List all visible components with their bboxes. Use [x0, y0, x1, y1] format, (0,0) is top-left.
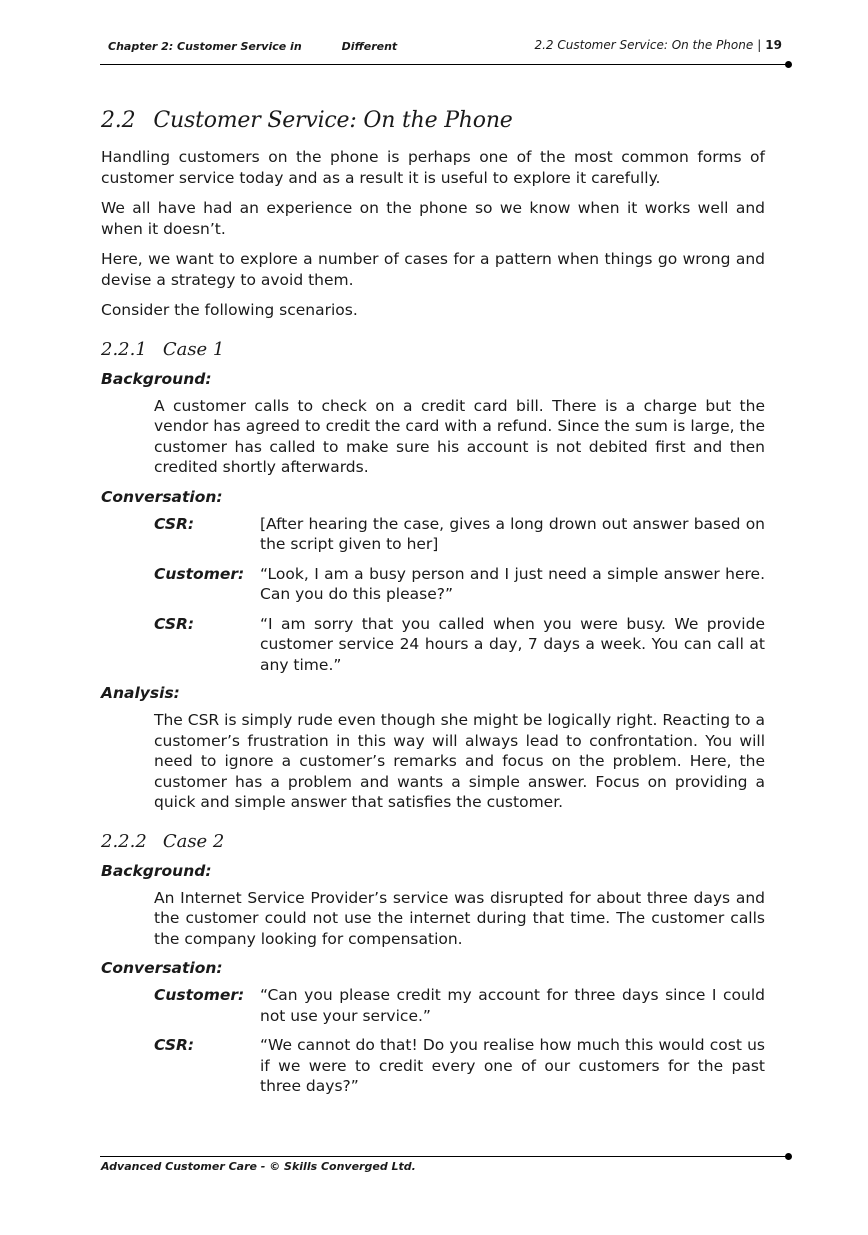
chapter-title-part2: Different	[341, 40, 398, 53]
case1-background-label: Background:	[101, 369, 212, 388]
footer-rule-dot	[785, 1153, 792, 1160]
case2-background-text: An Internet Service Provider’s service was disrupted for about three days and the customer could not use the internet during that time. The customer calls the company looking for compensation.	[154, 888, 765, 948]
intro-paragraph: We all have had an experience on the phone so we know when it works well and when it doesn’t.	[101, 199, 765, 238]
case1-analysis-label: Analysis:	[101, 684, 180, 702]
case1-title: Case 1	[162, 338, 225, 360]
case1-background-text: A customer calls to check on a credit card bill. There is a charge but the vendor has agreed to credit the card with a refund. Since the sum is large, the customer has called to make sure his account is not debited first and then credited shortly afterwards.	[154, 396, 765, 476]
speaker-label: CSR:	[154, 514, 195, 533]
speaker-label: Customer:	[154, 986, 245, 1004]
speaker-text: [After hearing the case, gives a long drown out answer based on the script given to her]	[260, 514, 765, 553]
footer-rule	[100, 1156, 788, 1157]
intro-paragraph: Here, we want to explore a number of cases for a pattern when things go wrong and devise a strategy to avoid them.	[101, 250, 765, 289]
page-footer: Advanced Customer Care - © Skills Converged Ltd.	[101, 1160, 416, 1173]
chapter-title-part1: Chapter 2: Customer Service in	[108, 40, 302, 53]
section-number: 2.2	[101, 108, 136, 133]
header-separator: |	[757, 38, 762, 52]
speaker-label: Customer:	[154, 564, 245, 583]
case1-analysis-text: The CSR is simply rude even though she might be logically right. Reacting to a customer’s frustration in this way will always lead to confrontation. You will need to ignore a customer’s remarks and focus on the problem. Here, the customer has a problem and wants a simple answer. Focus on providing a quick and simple answer that satisfies the customer.	[154, 711, 765, 811]
speaker-label: CSR:	[154, 614, 195, 633]
section-heading	[101, 108, 765, 133]
case2-number: 2.2.2	[101, 830, 147, 852]
case2-title: Case 2	[162, 830, 225, 852]
conversation-line	[154, 514, 765, 555]
header-rule	[100, 64, 788, 65]
case2-heading	[101, 831, 765, 852]
conversation-line	[154, 1035, 765, 1097]
conversation-line	[154, 614, 765, 676]
speaker-text: “Can you please credit my account for three days since I could not use your service.”	[260, 986, 765, 1025]
speaker-text: “I am sorry that you called when you were busy. We provide customer service 24 hours a day, 7 days a week. You can call at any time.”	[260, 614, 765, 674]
page-header	[100, 38, 790, 56]
case1-conversation-label: Conversation:	[101, 487, 223, 506]
speaker-text: “We cannot do that! Do you realise how much this would cost us if we were to credit every one of our customers for the past three days?”	[260, 1036, 765, 1095]
intro-paragraph: Handling customers on the phone is perhaps one of the most common forms of customer service today and as a result it is useful to explore it carefully.	[101, 148, 765, 187]
section-title: Customer Service: On the Phone	[153, 108, 513, 133]
case2-conversation-label: Conversation:	[101, 959, 223, 977]
conversation-line	[154, 564, 765, 605]
conversation-line	[154, 985, 765, 1026]
speaker-label: CSR:	[154, 1036, 195, 1054]
header-rule-dot	[785, 61, 792, 68]
case2-background-label: Background:	[101, 861, 212, 880]
case1-heading	[101, 339, 765, 360]
page-body	[101, 108, 765, 1106]
page-number: 19	[765, 38, 782, 52]
running-section-text: 2.2 Customer Service: On the Phone	[534, 38, 754, 52]
case1-number: 2.2.1	[101, 338, 147, 360]
running-section-title	[534, 38, 782, 52]
intro-paragraph: Consider the following scenarios.	[101, 301, 358, 319]
chapter-title	[108, 40, 397, 53]
speaker-text: “Look, I am a busy person and I just need a simple answer here. Can you do this please?”	[260, 564, 765, 603]
